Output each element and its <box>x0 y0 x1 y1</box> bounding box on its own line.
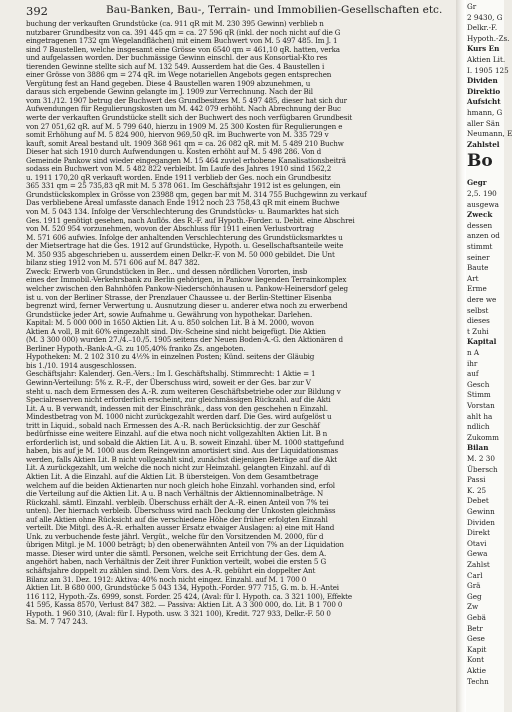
facing-page-fragment: Art <box>467 273 479 283</box>
text-line: Sa. M. 7 747 243. <box>26 617 88 627</box>
text-line: M. 350 935 abgeschrieben u. ausserdem einen Delkr.-F. von M. 50 000 gebildet. Die Unt <box>26 249 335 259</box>
text-line: tierenden Gewinne stellte sich auf M. 132 549. Ausserdem hat die Ges. 4 Baustellen i <box>26 61 325 71</box>
text-line: Unk. zu verbuchende feste jährl. Vergüt., welche für den Vorsitzenden M. 2000, für d <box>26 531 324 541</box>
text-line: und aufgelassen worden. Der buchmässige Gewinn einschl. der aus Konsortial-Kto res <box>26 53 328 63</box>
text-line: einer Grösse von 3886 qm = 274 qR. im Wege notariellen Angebots gegen entsprechen <box>26 70 332 80</box>
facing-page-fragment: Kapit <box>467 644 487 654</box>
text-line: vom 31./12. 1907 betrug der Buchwert des Grundbesitzes M. 5 497 485, dieser hat sich dur <box>26 95 347 105</box>
text-line: von M. 520 954 vorzunehmen, wovon der Abschluss für 1911 einen Verlustvortrag <box>26 224 315 234</box>
text-line: Hypotheken: M. 2 102 310 zu 4½% in einzelnen Posten; Künd. seitens der Gläubig <box>26 352 315 362</box>
text-line: Grundstücke jeder Art, sowie Aufnahme u. Gewährung von hypothekar. Darlehen. <box>26 309 313 319</box>
text-line: Geschäftsjahr: Kalenderj. Gen.-Vers.: Im I. Geschäftshalbj. Stimmrecht: 1 Aktie = 1 <box>26 369 316 379</box>
text-line: welcher zwischen den Bahnhöfen Pankow-Niederschönhausen u. Pankow-Heinersdorf geleg <box>26 283 348 293</box>
text-line: somit Erhöhung auf M. 5 824 900, hiervon 969,50 qR. im Buchwerte von M. 335 729 v <box>26 130 329 140</box>
facing-page-fragment: Otavi <box>467 538 487 548</box>
facing-page-fragment: Gewa <box>467 549 488 559</box>
facing-page-fragment: Aufsicht <box>467 97 501 107</box>
facing-page-fragment: Gese <box>467 634 485 644</box>
running-title: Bau-Banken, Bau-, Terrain- und Immobilien-Gesellschaften etc. <box>106 4 443 16</box>
text-line: Aktien A voll, B mit 60% eingezahlt sind. Div.-Scheine sind nicht beigefügt. Die Aktien <box>26 326 326 336</box>
facing-page-fragment: Zweck <box>467 210 493 220</box>
facing-page-fragment: Aktien Lit. <box>467 55 506 64</box>
text-line: u. 1911 170,20 qR verkauft worden. Ende 1911 verblieb der Ges. noch ein Grundbesitz <box>26 172 331 182</box>
facing-page-fragment: Aktie <box>467 666 486 675</box>
facing-page-fragment: Techn <box>467 676 489 686</box>
text-line: tritt in Liquid., sobald nach Ermessen des A.-R. nach Berücksichtig. der zur Geschäf <box>26 420 320 430</box>
facing-page-fragment: aller Sän <box>467 118 500 128</box>
facing-page-fragment: selbst <box>467 305 489 315</box>
text-line: Bilanz am 31. Dez. 1912: Aktiva: 40% noch nicht eingez. Einzahl. auf M. 1 700 0 <box>26 574 307 584</box>
text-line: Dieser hat sich 1910 durch Aufwendungen u. Kosten erhöht auf M. 5 498 286. Von d <box>26 147 322 157</box>
text-line: Aktien Lit. B 680 000, Grundstücke 5 043 134, Hypoth.-Forder. 977 715, G. m. b. H.-Antei <box>26 583 339 593</box>
text-line: Lit. A zurückgezahlt, um welche die noch nicht zur Heimzahl. gelangten Einzahl. auf di <box>26 463 331 473</box>
facing-page-fragment: Gesch <box>467 379 490 389</box>
text-line: bis 1./10. 1914 ausgeschlossen. <box>26 360 137 370</box>
facing-page-fragment: Dividen <box>467 517 495 527</box>
facing-page-fragment: Direkt <box>467 528 490 538</box>
facing-page-fragment: Debet <box>467 496 489 506</box>
facing-page-fragment: Gewinn <box>467 507 495 516</box>
facing-page-fragment: Betr <box>467 623 483 633</box>
text-line: werden, falls Aktien Lit. B nicht vollgezahlt sind, zunächst diejenigen Beträge auf die Akt <box>26 454 338 464</box>
page-number: 392 <box>26 4 48 18</box>
facing-page-fragment: 2,5. 190 <box>467 189 497 198</box>
facing-page-fragment: t Zuhi <box>467 326 489 336</box>
text-line: kauft, somit Areal bestand ult. 1909 368 961 qm = ca. 26 082 qR. mit M. 5 489 210 Buchw <box>26 138 344 148</box>
text-line: Aufwendungen für Regulierungskosten um M. 442 079 erhöht. Nach Abrechnung der Buc <box>26 104 341 114</box>
facing-page-fragment: I. 1905 125 <box>467 65 509 75</box>
text-line: sind 7 Baustellen, welche insgesamt eine Grösse von 6540 qm = 461,10 qR. hatten, verka <box>26 44 340 54</box>
text-line: auf alle Aktien ohne Rücksicht auf die verschiedene Höhe der früher erfolgten Einzahl <box>26 514 328 524</box>
facing-page-fragment: Kapital <box>467 337 497 347</box>
text-line: der Mietsertrage hat die Ges. 1912 auf Grundstücke, Hypoth. u. Gesellschaftsanteile weite <box>26 241 344 251</box>
facing-page-fragment: K. 25 <box>467 485 487 495</box>
text-line: verteilt. Die Mitgl. des A.-R. erhalten ausser Ersatz etwaiger Auslagen: a) eine mit Hand <box>26 523 335 533</box>
text-line: bedürfnisse eine weitere Einzahl. auf die etwa noch nicht vollgezahlten Aktien Lit. B n <box>26 429 328 439</box>
facing-page-fragment: Carl <box>467 570 483 580</box>
text-line: steht u. nach dem Ermessen des A.-R. zum weiteren Geschäftsbetriebe oder zur Bildung v <box>26 386 341 396</box>
text-line: haben, bis auf je M. 1000 aus dem Reingewinn amortisiert sind. Aus der Liquidationsmas <box>26 446 338 456</box>
text-line: Lit. A u. B verwandt, indessen mit der Einschränk., dass von den geschehen n Einzahl. <box>26 403 328 413</box>
facing-page-fragment: Zahlst <box>467 560 490 569</box>
text-line: erforderlich ist, und sobald die Aktien Lit. A u. B. soweit Einzahl. über M. 1000 stattgefund <box>26 437 344 447</box>
text-line: (M. 3 300 000) wurden 27./4.–10./5. 1905 seitens der Neuen Boden-A.-G. den Aktionären d <box>26 335 343 345</box>
text-line: Ges. 1911 genötigt gesehen, nach Auflös. des R.-F. auf Hypoth.-Forder. u. Debit. eine Abschrei <box>26 215 355 225</box>
facing-page-fragment: ahlt ha <box>467 411 493 421</box>
text-line: Aktien Lit. A die Einzahl. auf die Aktien Lit. B übersteigen. Von dem Gesamtbetrage <box>26 471 319 481</box>
text-line: Gewinn-Verteilung: 5% z. R.-F., der Überschuss wird, soweit er der Ges. bar zur V <box>26 377 311 387</box>
facing-page-fragment: hmann, G <box>467 108 503 117</box>
text-line: welchem auf die beiden Aktienarten nur noch gleich hohe Einzahl. vorhanden sind, erfol <box>26 480 335 490</box>
text-line: Specialreserven nicht erforderlich erscheint, zur gleichmässigen Rückzahl. auf die Akti <box>26 395 331 405</box>
facing-page-fragment: dessen <box>467 220 493 230</box>
facing-page-fragment: dere we <box>467 295 497 304</box>
facing-page-fragment: seiner <box>467 252 490 262</box>
text-line: Rückzahl. sämtl. Einzahl. verbleib. Überschuss erhält der A.-R. einen Anteil von 7% tei <box>26 497 329 507</box>
facing-page-fragment: anzen od <box>467 231 500 241</box>
facing-page-fragment: M. 2 30 <box>467 454 495 463</box>
facing-page-fragment: Bo <box>467 151 493 172</box>
facing-page-fragment: stimmt <box>467 242 493 251</box>
facing-page-fragment: Gebä <box>467 613 486 622</box>
facing-page-edge <box>466 0 512 712</box>
facing-page-fragment: Kurs En <box>467 44 500 54</box>
text-line: Gemeinde Pankow sind wieder eingegangen M. 15 464 zuviel erhobene Kanalisationsbeiträ <box>26 155 346 165</box>
text-line: eines der Immobil.-Verkehrsbank zu Berlin gehörigen, in Pankow liegenden Terrainkomplex <box>26 275 347 285</box>
text-line: masse. Dieser wird unter die sämtl. Personen, welche seit Errichtung der Ges. dem A. <box>26 548 327 558</box>
text-line: 365 331 qm = 25 735,83 qR mit M. 5 378 061. Im Geschäftsjahr 1912 ist es gelungen, ein <box>26 181 341 191</box>
facing-page-fragment: ihr <box>467 358 478 368</box>
page-header <box>26 4 452 20</box>
text-line: M. 571 606 aufwies. Infolge der anhaltenden Verschlechterung des Grundstücksmarktes u <box>26 232 343 242</box>
facing-page-fragment: ausgewa <box>467 199 499 209</box>
text-line: unten). Der hiernach verbleib. Überschuss wird nach Deckung der Unkosten gleichmäss <box>26 506 336 516</box>
text-line: Grundstückskomplex in Grösse von 23988 qm, gegen bar mit M. 314 755 Buchgewinn zu verkauf <box>26 189 367 199</box>
text-line: begrenzt wird, ferner Verwertung u. Ausnutzung dieser u. anderer etwa noch zu erwerbend <box>26 301 348 311</box>
facing-page-fragment: dieses <box>467 316 490 326</box>
facing-page-fragment: Passi <box>467 475 486 485</box>
text-line: werte der verkauften Grundstücke stellt sich der Buchwert des noch verfügbaren Grundbesit <box>26 113 353 123</box>
facing-page-fragment: n A <box>467 348 480 357</box>
facing-page-fragment: Grä <box>467 581 481 591</box>
text-line: angehört haben, nach Verhältnis der Zeit ihrer Funktion verteilt, wobei die ersten 5 G <box>26 557 327 567</box>
text-line: von 27 051,62 qR. auf M. 5 799 640, hierzu in 1909 M. 25 300 Kosten für Regulierungen e <box>26 121 343 131</box>
facing-page-fragment: Erme <box>467 284 487 294</box>
facing-page-fragment: Zahlstel <box>467 139 500 149</box>
facing-page-fragment: ndlich <box>467 422 490 432</box>
facing-page-fragment: Neumann, E <box>467 129 512 139</box>
text-line: Mindestbetrag von M. 1000 nicht zurückgezahlt werden darf. Die Ges. wird aufgelöst u <box>26 412 332 422</box>
text-line: Kapital: M. 5 000 000 in 1650 Aktien Lit. A u. 850 solchen Lit. B à M. 2000, wovon <box>26 318 314 328</box>
facing-page-fragment: Vorstan <box>467 401 495 410</box>
text-line: die Verteilung auf die Aktien Lit. A u. B nach Verhältnis der Aktiennominalbeträge. N <box>26 489 324 499</box>
facing-page-fragment: Bilan <box>467 443 489 453</box>
facing-page-fragment: Übersch <box>467 464 498 474</box>
facing-page-fragment: Gr <box>467 2 477 11</box>
body-text <box>26 20 454 627</box>
text-line: eingetragenen 1732 qm Wegelandflächen) mit einem Buchwert von M. 5 497 485. Im J. 1 <box>26 36 338 46</box>
text-line: von M. 5 043 134. Infolge der Verschlechterung des Grundstücks- u. Baumarktes hat sich <box>26 207 339 217</box>
book-gutter <box>456 0 466 712</box>
facing-page-fragment: Baute <box>467 263 489 273</box>
text-line: Vergütung fest an Hand gegeben. Diese 4 Baustellen waren 1909 abzunehmen, u <box>26 78 311 88</box>
facing-page-fragment: Hypoth.-Zs. <box>467 33 510 43</box>
text-line: Das verbliebene Areal umfasste danach Ende 1912 noch 23 758,43 qR mit einem Buchwe <box>26 198 340 208</box>
text-line: 41 595, Kassa 8570, Verlust 847 382. — Passiva: Aktien Lit. A 3 300 000, do. Lit. B 1 700 0 <box>26 600 343 610</box>
text-line: bilanz stieg 1912 von M. 571 606 auf M. 847 382. <box>26 258 200 268</box>
text-line: Berliner Hypoth.-Bank-A.-G. zu 105,40% franko Zs. angeboten. <box>26 343 246 353</box>
text-line: schäftsjahre doppelt zu zählen sind. Dem Vors. des A.-R. gebührt ein doppelter Ant <box>26 566 316 575</box>
facing-page-fragment: Direktio <box>467 86 501 96</box>
text-line: nutzbarer Grundbesitz von ca. 391 445 qm = ca. 27 596 qR (inkl. der noch nicht auf die G <box>26 27 341 37</box>
text-line: 116 112, Hypoth.-Zs. 6999, sonst. Forder. 25 424, (Aval: für I. Hypoth. ca. 3 321 100), Effekte <box>26 591 352 601</box>
facing-page-fragment: Kont <box>467 655 485 665</box>
text-line: Hypoth. 1 960 310, (Aval: für I. Hypoth. usw. 3 321 100), Kredit. 727 933, Delkr.-F. 50 0 <box>26 608 331 618</box>
facing-page-fragment: Stimm <box>467 390 491 400</box>
text-line: daraus sich ergebende Gewinn gelangte im J. 1909 zur Verrechnung. Nach der Bil <box>26 87 313 97</box>
text-line: buchung der verkauften Grundstücke (ca. 911 qR mit M. 230 395 Gewinn) verblieb n <box>26 19 324 28</box>
facing-page-fragment: auf <box>467 369 479 379</box>
facing-page-fragment: Delkr.-F. <box>467 23 498 33</box>
facing-page-fragment: Gegr <box>467 178 487 188</box>
facing-page-fragment: Dividen <box>467 76 498 86</box>
facing-page-fragment: 2 9430, G <box>467 12 503 22</box>
text-line: übrigen Mitgl. je M. 1000 beträgt; b) den obenerwähnten Anteil von 7% an der Liquidation <box>26 540 344 550</box>
text-line: ist u. von der Berliner Strasse, der Prenzlauer Chaussee u. der Berlin-Stettiner Eisenba <box>26 292 332 302</box>
text-line: Zweck: Erwerb von Grundstücken in Ber... und dessen nördlichen Vororten, insb <box>26 266 308 276</box>
text-line: sodass ein Buchwert von M. 5 482 822 verbleibt. Im Laufe des Jahres 1910 sind 1562,2 <box>26 164 332 174</box>
facing-page-fragment: Geg <box>467 591 482 601</box>
facing-page-fragment: Zw <box>467 602 479 612</box>
facing-page-fragment: Zukomm <box>467 432 499 442</box>
